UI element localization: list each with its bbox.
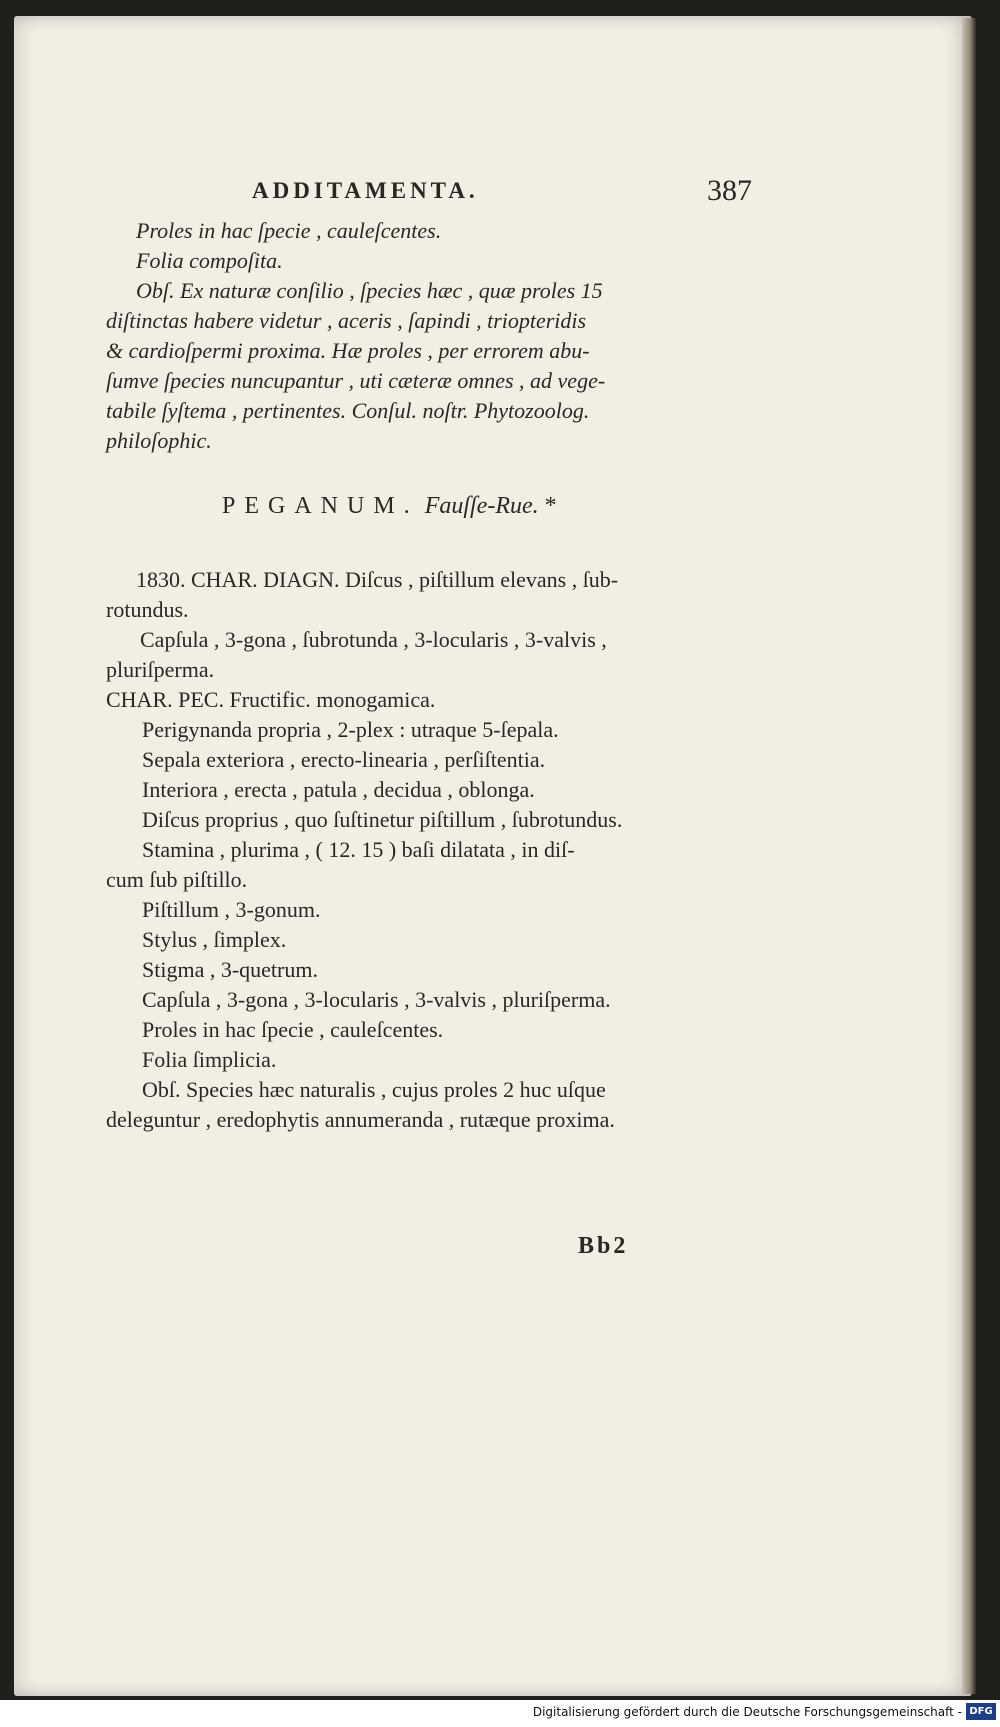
text-line: ſumve ſpecies nuncupantur , uti cæteræ omnes , ad vege- (106, 368, 606, 393)
text-line: Diſcus proprius , quo ſuſtinetur piſtillum , ſubrotundus. (142, 807, 623, 832)
page-header (252, 174, 752, 218)
footer-bar (0, 1700, 1000, 1727)
text-line: rotundus. (106, 597, 189, 622)
text-line: deleguntur , eredophytis annumeranda , rutæque proxima. (106, 1107, 615, 1132)
text-line: Stylus , ſimplex. (142, 927, 287, 952)
text-line: Capſula , 3-gona , 3-locularis , 3-valvis , pluriſperma. (142, 987, 611, 1012)
text-line: Proles in hac ſpecie , cauleſcentes. (136, 218, 442, 243)
text-line: Interiora , erecta , patula , decidua , oblonga. (142, 777, 535, 802)
text-line: Folia ſimplicia. (142, 1047, 277, 1072)
text-line: Obſ. Ex naturæ conſilio , ſpecies hæc , quæ proles 15 (136, 278, 603, 303)
text-line: Stamina , plurima , ( 12. 15 ) baſi dilatata , in diſ- (142, 837, 575, 862)
page-number: 387 (707, 174, 752, 207)
page-edge (962, 18, 976, 1694)
text-line: Perigynanda propria , 2-plex : utraque 5-ſepala. (142, 717, 559, 742)
section-title (222, 493, 557, 520)
text-line: Piſtillum , 3-gonum. (142, 897, 321, 922)
text-line: & cardioſpermi proxima. Hæ proles , per errorem abu- (106, 338, 590, 363)
text-line: philoſophic. (106, 428, 212, 453)
text-line: Proles in hac ſpecie , cauleſcentes. (142, 1017, 444, 1042)
footer-credit: Digitalisierung gefördert durch die Deutsche Forschungsgemeinschaft - (532, 1705, 962, 1719)
running-head: ADDITAMENTA. (252, 178, 479, 203)
text-line: Capſula , 3-gona , ſubrotunda , 3-locularis , 3-valvis , (140, 627, 607, 652)
dfg-logo[interactable]: DFG (966, 1703, 996, 1720)
signature-mark: Bb2 (578, 1233, 629, 1259)
text-line: Sepala exteriora , erecto-linearia , perſiſtentia. (142, 747, 546, 772)
text-line: Obſ. Species hæc naturalis , cujus proles 2 huc uſque (142, 1077, 606, 1102)
text-line: CHAR. PEC. Fructific. monogamica. (106, 687, 436, 712)
genus-name: PEGANUM. (222, 493, 419, 519)
text-line: cum ſub piſtillo. (106, 867, 248, 892)
text-line: diſtinctas habere videtur , aceris , ſapindi , triopteridis (106, 308, 587, 333)
text-line: pluriſperma. (106, 657, 215, 682)
common-name: Fauſſe-Rue. (424, 493, 539, 519)
text-line: 1830. CHAR. DIAGN. Diſcus , piſtillum elevans , ſub- (136, 567, 619, 592)
footnote-mark: * (544, 493, 557, 519)
text-line: Stigma , 3-quetrum. (142, 957, 318, 982)
text-line: Folia compoſita. (136, 248, 283, 273)
text-line: tabile ſyſtema , pertinentes. Conſul. noſtr. Phytozoolog. (106, 398, 590, 423)
